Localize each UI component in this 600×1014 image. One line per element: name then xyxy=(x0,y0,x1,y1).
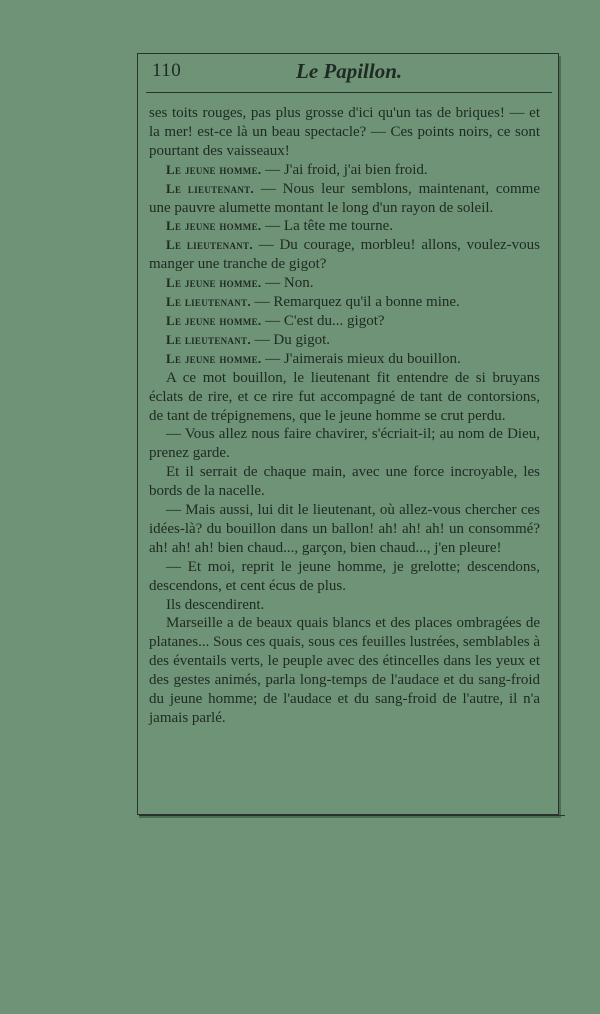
paragraph: — Vous allez nous faire chavirer, s'écriait-il; au nom de Dieu, prenez garde. xyxy=(149,426,540,462)
running-title: Le Papillon. xyxy=(296,59,403,83)
speaker-label: Le lieutenant. xyxy=(166,180,254,196)
paragraph: ses toits rouges, pas plus grosse d'ici qu'un tas de briques! — et la mer! est-ce là un beau spectacle? — Ces points noirs, ce sont pourtant des vaisseaux! xyxy=(149,105,540,159)
dialogue-line: Le lieutenant. — Du courage, morbleu! allons, voulez-vous manger une tranche de gigot? xyxy=(149,237,540,273)
paragraph: — Et moi, reprit le jeune homme, je grelotte; descendons, descendons, et cent écus de plus. xyxy=(149,558,540,594)
dialogue-line: Le jeune homme. — C'est du... gigot? xyxy=(166,312,385,329)
dialogue-line: Le jeune homme. — Non. xyxy=(166,275,314,292)
body-text xyxy=(149,104,540,728)
dialogue-line: Le jeune homme. — J'ai froid, j'ai bien froid. xyxy=(166,161,428,178)
speaker-label: Le lieutenant. xyxy=(166,294,251,310)
dialogue-line: Le jeune homme. — J'aimerais mieux du bouillon. xyxy=(166,350,461,367)
dialogue-line: Le jeune homme. — La tête me tourne. xyxy=(166,218,394,235)
paragraph: Ils descendirent. xyxy=(166,596,265,613)
speaker-label: Le jeune homme. xyxy=(166,218,262,234)
paragraph: — Mais aussi, lui dit le lieutenant, où allez-vous chercher ces idées-là? du bouillon dans un ballon! ah! ah! ah! un consommé? ah! ah! ah! bien chaud..., garçon, bien chaud..., j'en pleure! xyxy=(149,502,540,556)
header-rule xyxy=(146,92,552,93)
dialogue-line: Le lieutenant. — Du gigot. xyxy=(166,331,331,348)
page-number: 110 xyxy=(152,60,182,81)
paragraph: Marseille a de beaux quais blancs et des places ombragées de platanes... Sous ces quais, sous ces feuilles lustrées, semblables à des éventails verts, le peuple avec des étincelles dans les yeux et des gestes animés, parla long-temps de l'audace et du sang-froid du jeune homme; de l'audace et du sang-froid de l'autre, il n'a jamais parlé. xyxy=(149,615,540,726)
paragraph: Et il serrait de chaque main, avec une force incroyable, les bords de la nacelle. xyxy=(149,464,540,500)
paragraph: A ce mot bouillon, le lieutenant fit entendre de si bruyans éclats de rire, et ce rire fut accompagné de tant de contorsions, de tant de trépignemens, que le jeune homme se crut perdu. xyxy=(149,369,540,424)
speaker-label: Le jeune homme. xyxy=(166,161,262,177)
speaker-label: Le jeune homme. xyxy=(166,350,262,366)
speaker-label: Le lieutenant. xyxy=(166,237,253,253)
speaker-label: Le lieutenant. xyxy=(166,331,251,347)
bottom-rule xyxy=(139,815,565,816)
speaker-label: Le jeune homme. xyxy=(166,312,262,328)
dialogue-line: Le lieutenant. — Nous leur semblons, maintenant, comme une pauvre alumette montant le long d'un rayon de soleil. xyxy=(149,180,540,216)
speaker-label: Le jeune homme. xyxy=(166,275,262,291)
dialogue-line: Le lieutenant. — Remarquez qu'il a bonne mine. xyxy=(166,294,460,311)
page-header xyxy=(146,60,552,94)
